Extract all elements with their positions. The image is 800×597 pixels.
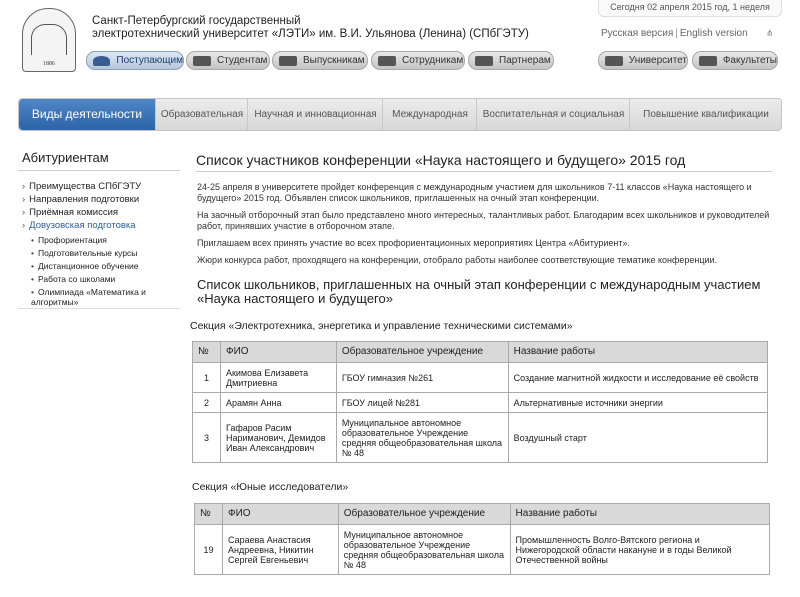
university-name-line2: электротехнический университет «ЛЭТИ» им. В.И. Ульянова (Ленина) (СПбГЭТУ) — [92, 28, 529, 40]
intro-paragraph-1: 24-25 апреля в университете пройдет конференция с международным участием для школьников 7-11 классов «Наука настоящего и будущего» 2015 год. Объявлен список школьников, приглашенных на очный этап конференции. — [197, 182, 752, 203]
col-name: ФИО — [220, 342, 336, 363]
nav-social[interactable]: Воспитательная и социальная — [476, 99, 630, 130]
table-row: 19 Сараева Анастасия Андреевна, Никитин Сергей Евгеньевич Муниципальное автономное образовательное Учреждение средняя общеобразовательная школа № 48 Промышленность Волго-Вятского региона и Нижегородской области накануне и в годы Великой Отечественной войны — [195, 525, 770, 575]
lang-english-link[interactable]: English version — [679, 28, 748, 39]
col-number: № — [195, 504, 223, 525]
sidebar-subitem-distance-learning[interactable]: • Дистанционное обучение — [31, 261, 171, 271]
current-date: Сегодня 02 апреля 2015 год, 1 неделя — [598, 0, 782, 17]
table-row: 3 Гафаров Расим Наримaнович, Демидов Иван Александрович Муниципальное автономное образовательное Учреждение средняя общеобразовательная школа № 48 Воздушный старт — [193, 413, 768, 463]
nav-education[interactable]: Образовательная — [155, 99, 248, 130]
university-button[interactable]: Университет — [598, 51, 688, 70]
sitemap-icon[interactable]: ⋔ — [766, 28, 774, 38]
sidebar-bottom-divider — [18, 308, 180, 309]
sidebar-subitem-schools[interactable]: • Работа со школами — [31, 274, 171, 284]
sidebar-subitem-olympiad[interactable]: • Олимпиада «Математика и алгоритмы» — [31, 287, 171, 307]
nav-activities[interactable]: Виды деятельности — [19, 99, 155, 130]
partners-icon — [475, 56, 493, 66]
col-school: Образовательное учреждение — [338, 504, 510, 525]
col-work: Название работы — [510, 504, 769, 525]
nav-qualification[interactable]: Повышение квалификации — [629, 99, 782, 130]
faculties-icon — [699, 56, 717, 66]
sidebar-item-admissions[interactable]: › Приёмная комиссия — [22, 207, 118, 218]
eye-icon — [93, 56, 110, 66]
nav-science[interactable]: Научная и инновационная — [247, 99, 383, 130]
audience-graduates-button[interactable]: Выпускникам — [272, 51, 368, 70]
logo-year: 1886 — [43, 61, 55, 67]
table-row: 2 Арамян Анна ГБОУ лицей №281 Альтернативные источники энергии — [193, 393, 768, 413]
audience-applicants-button[interactable]: Поступающим — [86, 51, 184, 70]
sidebar-item-preuniversity[interactable]: › Довузовская подготовка — [22, 220, 136, 231]
col-school: Образовательное учреждение — [336, 342, 508, 363]
sidebar-item-advantages[interactable]: › Преимущества СПбГЭТУ — [22, 181, 141, 192]
sidebar-item-directions[interactable]: › Направления подготовки — [22, 194, 139, 205]
staff-icon — [378, 56, 396, 66]
audience-students-button[interactable]: Студентам — [186, 51, 270, 70]
language-switch — [601, 28, 748, 39]
graduates-icon — [279, 56, 297, 66]
sidebar-divider — [18, 170, 180, 171]
table-row: 1 Акимова Елизавета Дмитриевна ГБОУ гимназия №261 Создание магнитной жидкости и исследование её свойств — [193, 363, 768, 393]
section1-table — [192, 341, 768, 463]
col-name: ФИО — [222, 504, 338, 525]
title-divider — [196, 171, 772, 172]
university-name-line1: Санкт-Петербургский государственный — [92, 15, 301, 27]
lang-separator: | — [675, 28, 678, 39]
table-header-row — [195, 504, 770, 525]
audience-partners-button[interactable]: Партнерам — [468, 51, 554, 70]
university-icon — [605, 56, 623, 66]
section1-title: Секция «Электротехника, энергетика и управление техническими системами» — [190, 320, 573, 332]
intro-paragraph-4: Жюри конкурса работ, проходящего на конференции, отобрало работы наиболее соответствующие тематике конференции. — [197, 255, 718, 265]
section2-title: Секция «Юные исследователи» — [192, 481, 349, 493]
university-logo[interactable] — [22, 8, 76, 72]
page-title: Список участников конференции «Наука настоящего и будущего» 2015 год — [196, 152, 686, 168]
col-number: № — [193, 342, 221, 363]
sidebar-subitem-prep-courses[interactable]: • Подготовительные курсы — [31, 248, 171, 258]
sidebar-subitem-career-guidance[interactable]: • Профориентация — [31, 235, 171, 245]
sidebar-title: Абитуриентам — [22, 150, 109, 165]
faculties-button[interactable]: Факультеты — [692, 51, 778, 70]
audience-staff-button[interactable]: Сотрудникам — [371, 51, 465, 70]
col-work: Название работы — [508, 342, 767, 363]
nav-international[interactable]: Международная — [382, 99, 477, 130]
table-header-row — [193, 342, 768, 363]
lang-russian-link[interactable]: Русская версия — [601, 28, 674, 39]
intro-paragraph-2: На заочный отборочный этап было представлено много интересных, талантливых работ. Благодарим всех школьников и руководителей работ, принявших участие в отборочном этапе. — [197, 210, 770, 231]
list-subtitle: Список школьников, приглашенных на очный этап конференции с международным участием «Наука настоящего и будущего» — [197, 277, 761, 306]
students-icon — [193, 56, 211, 66]
university-name[interactable] — [92, 15, 532, 41]
section2-table — [194, 503, 770, 575]
intro-paragraph-3: Приглашаем всех принять участие во всех профориентационных мероприятиях Центра «Абитуриент». — [197, 238, 630, 248]
building-emblem-icon — [31, 24, 67, 55]
main-navigation — [18, 98, 782, 131]
